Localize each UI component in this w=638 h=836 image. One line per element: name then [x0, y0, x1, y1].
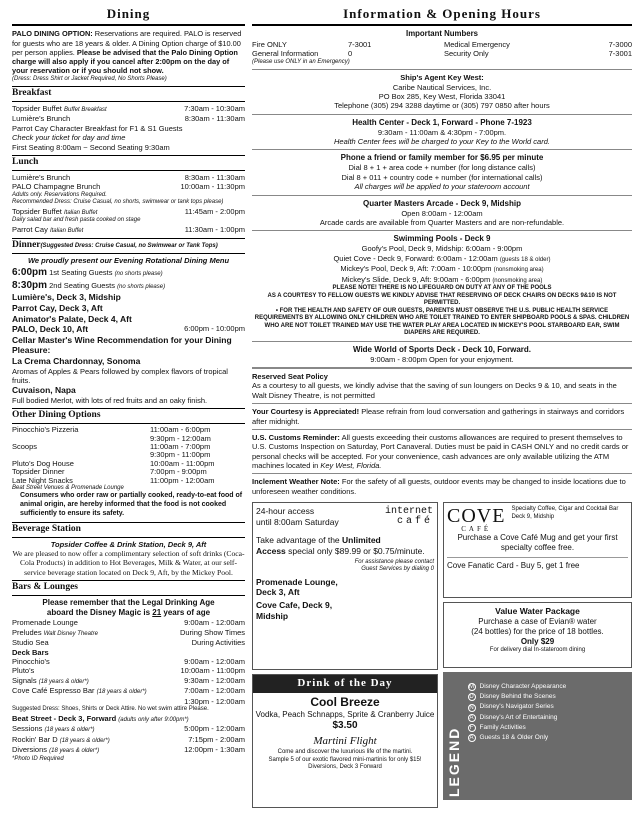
behind-scenes-icon: D — [469, 694, 474, 701]
palo-option: PALO DINING OPTION: Reservations are required. PALO is reserved for guests who are 18 years & older. A Dining Option charge of $10.00 per person applies. Please be advised that the Palo Dining Option charge will also apply if you cancel after 2:00pm on the day of your reservation or if you should not show. (Dress: Dress Shirt or Jacket Required, No Shorts Please) — [12, 29, 242, 82]
important-numbers: Fire ONLY 7-3001 Medical Emergency 7-3000 General Information 0 Security Only 7-3001 — [252, 39, 632, 59]
other-dining-list: Pinocchio's Pizzeria 11:00am - 6:00pm 9:30pm - 12:00am Scoops 11:00am - 7:00pm 9:30pm - 11:00pm Pluto's Dog House 10:00am - 11:00pm Topsider Dinner 7:00pm - 9:00pm Late Night Snacks 11:00pm - 12:00am — [12, 425, 215, 485]
list-item: Topsider Buffet Italian Buffet 11:45am - 2:00pm — [12, 206, 245, 216]
cove-cafe-box: COVE CAFÉ Specialty Coffee, Cigar and Cocktail Bar Deck 9, Midship Purchase a Cove Café Mug and get your first specialty coffee free. Cove Fanatic Card - Buy 5, get 1 free — [443, 502, 632, 598]
list-item: Topsider Buffet Buffet Breakfast 7:30am - 10:30am — [12, 103, 245, 113]
other-dining-heading: Other Dining Options — [12, 408, 245, 424]
lunch-heading: Lunch — [12, 155, 245, 171]
list-item: Parrot Cay Italian Buffet 11:30am - 1:00pm — [12, 224, 245, 234]
list-item: Lumière's Brunch 8:30am - 11:30am — [12, 114, 245, 124]
customs-reminder: U.S. Customs Reminder: All guests exceeding their customs allowances are required to present themselves to U.S. Customs Inspection on Saturday, Port Canaveral. Duties must be paid in CASH ONLY and no credit cards or personal checks will be accepted. For your convenience, cash advances are only available utilizing the ATM machines located in Key West, Florida. — [252, 432, 629, 471]
cove-logo: COVE CAFÉ — [447, 505, 506, 534]
breakfast-heading: Breakfast — [12, 86, 245, 102]
legend-box: LEGEND M Disney Character Appearance D Disney Behind the Scenes N Disney's Navigator Series A Disney's Art of Entertaining F Family Activities A Guests 18 & Older Only — [443, 672, 632, 800]
internet-cafe-box: internet café 24-hour access until 8:00am Saturday Take advantage of the Unlimited Access special only $89.99 or $0.75/minute. For assistance please contact Guest Services by dialing 0 Promenade Lounge, Deck 3, Aft Cove Cafe, Deck 9, Midship — [252, 502, 438, 670]
quarter-masters: Quarter Masters Arcade - Deck 9, Midship Open 8:00am - 12:00am Arcade cards are available from Quarter Masters and are non-refundable. — [319, 198, 565, 227]
reserved-seat-policy: Reserved Seat Policy As a courtesy to all guests, we kindly advise that the saving of sun loungers on Decks 9 & 10, and seats in the Walt Disney Theatre, is not permitted — [252, 372, 617, 400]
bars-heading: Bars & Lounges — [12, 580, 245, 596]
dining-title: Dining — [12, 6, 245, 26]
swimming-pools: Swimming Pools - Deck 9 Goofy's Pool, Deck 9, Midship: 6:00am - 9:00pm Quiet Cove - Deck 9, Forward: 6:00am - 12:00am (guests 18 & older) Mickey's Pool, Deck 9, Aft: 7:00am - 10:00pm (nonsmoking area) Mickey's Slide, Deck 9, Aft: 9:00am - 6:00pm (nonsmoking area) PLEASE NOTE! THERE IS NO LIFEGUARD ON DUTY AT ANY OF THE POOLS AS A COURTESY TO FELLOW GUESTS WE KINDLY ADVISE THAT RESERVING OF DECK CHAIRS ON DECKS 9&10 IS NOT PERMITTED. • FOR THE HEALTH AND SAFETY OF OUR GUESTS, PARENTS MUST OBSERVE THE U.S. PUBLIC HEALTH SERVICE REQUIREMENTS BY ALLOWING ONLY CHILDREN WHO ARE TOILET TRAINED TO ENTER SHIPBOARD POOLS & SPAS. CHILDREN WHO ARE NOT TOILET TRAINED MAY USE THE WATER PLAY AREA LOCATED IN MICKEY'S POOL STARBOARD EAR, SWIM DIAPERS ARE REQUIRED. — [254, 234, 630, 337]
family-icon: F — [468, 724, 476, 732]
seating-1: 6:00pm 1st Seating Guests (no shorts please) — [12, 267, 163, 279]
navigator-icon: N — [469, 704, 474, 711]
phone-info: Phone a friend or family member for $6.95 per minute Dial 8 + 1 + area code + number (for long distance calls) Dial 8 + 011 + country code + number (for international calls) All charges will be applied to your stateroom account — [340, 153, 544, 192]
weather-note: Inclement Weather Note: For the safety of all guests, outdoor events may be changed to inside locations due to unforeseen weather conditions. — [252, 477, 626, 496]
list-item: PALO Champagne Brunch 10:00am - 11:30pm — [12, 182, 245, 192]
sports-deck: Wide World of Sports Deck - Deck 10, Forward. 9:00am - 8:00pm Open for your enjoyment. — [352, 344, 532, 364]
important-numbers-heading: Important Numbers — [406, 29, 478, 39]
beverage-heading: Beverage Station — [12, 522, 245, 538]
dining-column: Dining PALO DINING OPTION: Reservations are required. PALO is reserved for guests who are 18 years & older. A Dining Option charge of $10.00 per person applies. Please be advised that the Palo Dining Option charge will also apply if you cancel after 2:00pm on the day of your reservation or if you should not show. (Dress: Dress Shirt or Jacket Required, No Shorts Please) Breakfast Topsider Buffet Buffet Breakfast 7:30am - 10:30am Lumière's Brunch 8:30am - 11:30am Parrot Cay Character Breakfast for F1 & S1 Guests Check your ticket for day and time First Seating 8:00am ~ Second Seating 9:30am Lunch Lumière's Brunch 8:30am - 11:30am PALO Champagne Brunch 10:00am - 11:30pm Adults only. Reservations Required. Recommended Dress: Cruise Casual, no shorts, swimwear or tank tops please) Topsider Buffet Italian Buffet 11:45am - 2:00pm Daily salad bar and fresh pasta cooked on stage Parrot Cay Italian Buffet 11:30am - 1:00pm Dinner(Suggested Dress: Cruise Casual, no Swimwear or Tank Tops) We proudly present our Evening Rotational Dining Menu 6:00pm 1st Seating Guests (no shorts please) 8:30pm 2nd Seating Guests (no shorts please) Lumière's, Deck 3, Midship Parrot Cay, Deck 3, Aft Animator's Palate, Deck 4, Aft PALO, Deck 10, Aft 6:00pm - 10:00pm Cellar Master's Wine Recommendation for your Dining Pleasure: La Crema Chardonnay, Sonoma Aromas of Apples & Pears followed by complex flavors of tropical fruits. Cuvaison, Napa Full bodied Merlot, with lots of red fruits and an oaky finish. Other Dining Options Pinocchio's Pizzeria 11:00am - 6:00pm 9:30pm - 12:00am Scoops 11:00am - 7:00pm 9:30pm - 11:00pm Pluto's Dog House 10:00am - 11:00pm Topsider Dinner 7:00pm - 9:00pm Late Night Snacks 11:00pm - 12:00am Beat Street Venues & Promenade Lounge Consumers who order raw or partially cooked, ready-to-eat food of animal origin, are hereby informed that the food is not cooked sufficiently to ensure its safety. Beverage Station Topsider Coffee & Drink Station, Deck 9, Aft We are pleased to now offer a complimentary selection of soft drinks (Coca-Cola Products) in addition to Hot Beverages, Milk & Water, at our self-service beverage station located on Deck 9, Aft, by the Mickey Pool. Bars & Lounges Please remember that the Legal Drinking Age aboard the Disney Magic is 21 years of age Promenade Lounge 9:00am - 12:00am Preludes Walt Disney Theatre During Show Times Studio Sea During Activities Deck Bars Pinocchio's 9:00am - 12:00am Pluto's 10:00am - 11:00pm Signals (18 years & older*) 9:30am - 12:00am Cove Café Espresso Bar (18 years & older*) 7:00am - 12:00am 1:30pm - 12:00am Suggested Dress: Shoes, Shirts or Deck Attire. No wet swim attire Please. Beat Street - Deck 3, Forward (adults only after 9:00pm*) Sessions (18 years & older*) 5:00pm - 12:00am Rockin' Bar D (18 years & older*) 7:15pm - 2:00am Diversions (18 years & older*) 12:00pm - 1:30am *Photo ID Required — [12, 6, 245, 762]
value-water-box: Value Water Package Purchase a case of Evian® water (24 bottles) for the price of 18 bottles. Only $29 For delivery dial In-stateroom dining — [443, 602, 632, 668]
art-icon: A — [469, 714, 474, 721]
character-icon: M — [469, 684, 474, 691]
info-column: Information & Opening Hours Important Numbers Fire ONLY 7-3001 Medical Emergency 7-3000 General Information 0 Security Only 7-3001 (Please use ONLY in an Emergency) Ship's Agent Key West: Caribe Nautical Services, Inc. PO Box 285, Key West, Florida 33041 Telephone (305) 294 3288 daytime or (305) 797 0850 after hours Health Center - Deck 1, Forward - Phone 7-1923 9:30am - 11:00am & 4:30pm - 7:00pm. Health Center fees will be charged to your Key to the World card. Phone a friend or family member for $6.95 per minute Dial 8 + 1 + area code + number (for long distance calls) Dial 8 + 011 + country code + number (for international calls) All charges will be applied to your stateroom account Quarter Masters Arcade - Deck 9, Midship Open 8:00am - 12:00am Arcade cards are available from Quarter Masters and are non-refundable. Swimming Pools - Deck 9 Goofy's Pool, Deck 9, Midship: 6:00am - 9:00pm Quiet Cove - Deck 9, Forward: 6:00am - 12:00am (guests 18 & older) Mickey's Pool, Deck 9, Aft: 7:00am - 10:00pm (nonsmoking area) Mickey's Slide, Deck 9, Aft: 9:00am - 6:00pm (nonsmoking area) PLEASE NOTE! THERE IS NO LIFEGUARD ON DUTY AT ANY OF THE POOLS AS A COURTESY TO FELLOW GUESTS WE KINDLY ADVISE THAT RESERVING OF DECK CHAIRS ON DECKS 9&10 IS NOT PERMITTED. • FOR THE HEALTH AND SAFETY OF OUR GUESTS, PARENTS MUST OBSERVE THE U.S. PUBLIC HEALTH SERVICE REQUIREMENTS BY ALLOWING ONLY CHILDREN WHO ARE TOILET TRAINED TO ENTER SHIPBOARD POOLS & SPAS. CHILDREN WHO ARE NOT TOILET TRAINED MAY USE THE WATER PLAY AREA LOCATED IN MICKEY'S POOL STARBOARD EAR, SWIM DIAPERS ARE REQUIRED. Wide World of Sports Deck - Deck 10, Forward. 9:00am - 8:00pm Open for your enjoyment. Reserved Seat Policy As a courtesy to all guests, we kindly advise that the saving of sun loungers on Decks 9 & 10, and seats in the Walt Disney Theatre, is not permitted Your Courtesy is Appreciated! Please refrain from loud conversation and gatherings in stairways and corridors after midnight. U.S. Customs Reminder: All guests exceeding their customs allowances are required to present themselves to U.S. Customs Inspection on Saturday, Port Canaveral. Duties must be paid in CASH ONLY and no credit cards or personal checks will be accepted. For your convenience, cash advances are only available utilizing the ATM machines located in Key West, Florida. Inclement Weather Note: For the safety of all guests, outdoor events may be changed to inside locations due to unforeseen weather conditions. internet café 24-hour access until 8:00am Saturday Take advantage of the Unlimited Access special only $89.99 or $0.75/minute. For assistance please contact Guest Services by dialing 0 Promenade Lounge, Deck 3, Aft Cove Cafe, Deck 9, Midship Drink of the Day Cool Breeze Vodka, Peach Schnapps, Sprite & Cranberry Juice $3.50 Martini Flight Come and discover the luxurious life of the martini. Sample 5 of our exotic flavored mini-martinis for only $15! Diversions, Deck 3 Forward COVE CAFÉ Specialty Coffee, Cigar and Cocktail Bar Deck 9, Midship Purchase a Cove Café Mug and get your first specialty coffee free. Cove Fanatic Card - Buy 5, get 1 free Value Water Package Purchase a case of Evian® water (24 bottles) for the price of 18 bottles. Only $29 For delivery dial In-stateroom dining LEGEND M Disney Character Appearance D Disney Behind the Scenes N Disney's Navigator Series A Disney's Art of Entertaining F Family Activities A Guests 18 & Older Only — [252, 6, 632, 808]
ship-agent: Ship's Agent Key West: Caribe Nautical Services, Inc. PO Box 285, Key West, Florida 33041 Telephone (305) 294 3288 daytime or (305) 797 0850 after hours — [334, 73, 550, 111]
courtesy-note: Your Courtesy is Appreciated! Please refrain from loud conversation and gatherings in stairways and corridors after midnight. — [252, 407, 625, 426]
adults-icon: A — [469, 734, 474, 741]
drink-of-the-day-box: Drink of the Day Cool Breeze Vodka, Peach Schnapps, Sprite & Cranberry Juice $3.50 Martini Flight Come and discover the luxurious life of the martini. Sample 5 of our exotic flavored mini-martinis for only $15! Diversions, Deck 3 Forward — [252, 674, 438, 808]
dinner-heading: Dinner(Suggested Dress: Cruise Casual, no Swimwear or Tank Tops) — [12, 238, 245, 254]
health-center: Health Center - Deck 1, Forward - Phone 7-1923 9:30am - 11:00am & 4:30pm - 7:00pm. Health Center fees will be charged to your Key to the World card. — [334, 117, 550, 147]
list-item: Lumière's Brunch 8:30am - 11:30am — [12, 172, 245, 182]
seating-2: 8:30pm 2nd Seating Guests (no shorts please) — [12, 279, 166, 291]
info-title: Information & Opening Hours — [252, 6, 632, 26]
